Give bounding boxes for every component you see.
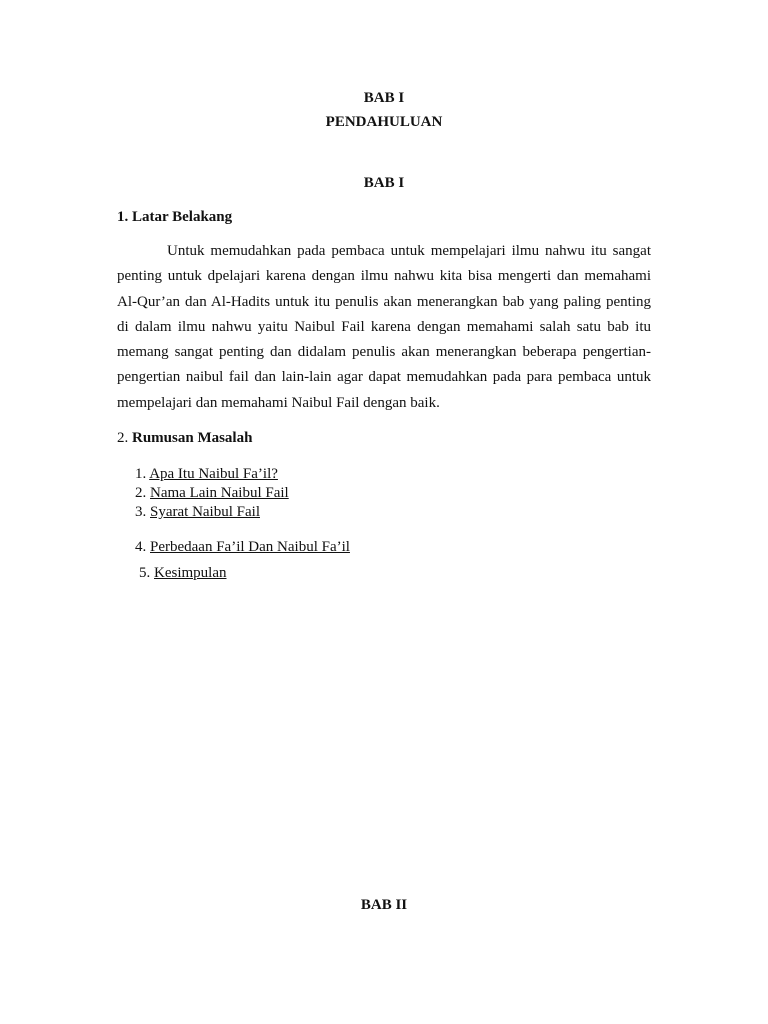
section-heading-rumusan-masalah [117,429,252,447]
section-number: 1. [117,209,129,225]
list-item [135,465,278,483]
list-number: 5. [139,565,151,581]
section-heading-latar-belakang [117,208,232,226]
list-number: 2. [135,485,147,501]
section-number: 2. [117,430,129,446]
list-number: 4. [135,539,147,555]
chapter-heading-repeat: BAB I [363,175,405,191]
section-title: Latar Belakang [132,209,233,225]
list-number: 3. [135,504,147,520]
chapter-title: PENDAHULUAN [325,114,443,130]
list-link[interactable]: Kesimpulan [154,565,227,581]
chapter-heading-next: BAB II [360,897,408,913]
body-paragraph: Untuk memudahkan pada pembaca untuk mempelajari ilmu nahwu itu sangat penting untuk dpelajari karena dengan ilmu nahwu kita bisa mengerti dan memahami Al-Qur’an dan Al-Hadits untuk itu penulis akan menerangkan bab yang paling penting di dalam ilmu nahwu yaitu Naibul Fail karena dengan memahami salah satu bab itu memang sangat penting dan didalam penulis akan menerangkan beberapa pengertian-pengertian naibul fail dan lain-lain agar dapat memudahkan pada para pembaca untuk mempelajari dan memahami Naibul Fail dengan baik. [117,243,651,411]
chapter-heading: BAB I [363,90,405,106]
list-number: 1. [135,466,147,482]
list-item [135,538,350,556]
list-link[interactable]: Apa Itu Naibul Fa’il? [149,466,278,482]
list-item [135,503,260,521]
section-title: Rumusan Masalah [132,430,253,446]
list-link[interactable]: Perbedaan Fa’il Dan Naibul Fa’il [150,539,350,555]
list-link[interactable]: Syarat Naibul Fail [150,504,260,520]
list-item [139,564,227,582]
list-item [135,484,289,502]
list-link[interactable]: Nama Lain Naibul Fail [150,485,289,501]
